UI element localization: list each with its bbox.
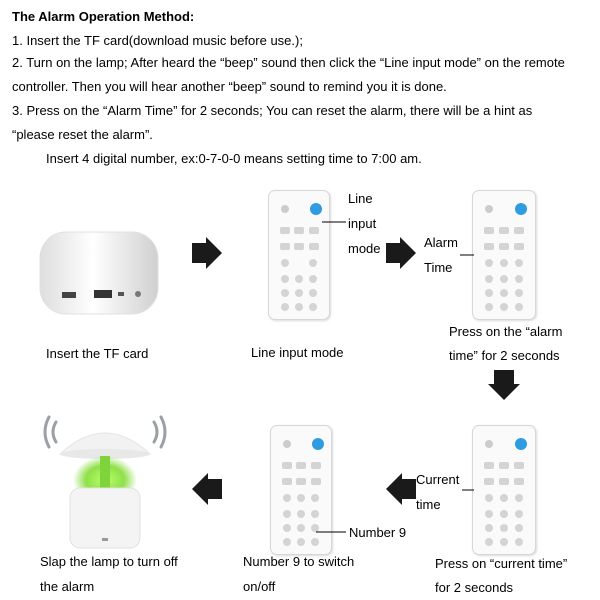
callout-number9: Number 9	[349, 525, 407, 540]
speaker-device-image	[36, 230, 162, 320]
caption-insert-tf: Insert the TF card	[46, 346, 149, 361]
remote-control-2	[472, 190, 536, 320]
heading: The Alarm Operation Method:	[12, 9, 195, 24]
callout-alarm: Alarm	[424, 235, 458, 250]
callout-line: Line	[348, 191, 373, 206]
arrow-right-icon	[192, 237, 222, 269]
caption-current-1: Press on “current time”	[435, 556, 568, 571]
step-2-cont: controller. Then you will hear another “beep” sound to remind you it is done.	[12, 79, 447, 94]
remote-control-3	[270, 425, 332, 555]
step-3-cont: “please reset the alarm”.	[12, 127, 153, 142]
step-2: 2. Turn on the lamp; After heard the “beep” sound then click the “Line input mode” on the remote	[12, 55, 565, 70]
lamp-image	[42, 408, 172, 554]
caption-slap-2: the alarm	[40, 579, 95, 594]
arrow-down-icon	[488, 370, 520, 400]
arrow-left-icon	[386, 473, 416, 505]
callout-current: Current	[416, 472, 460, 487]
callout-current-time: time	[416, 497, 441, 512]
remote-control-1	[268, 190, 330, 320]
arrow-right-icon	[386, 237, 416, 269]
step-3: 3. Press on the “Alarm Time” for 2 seconds; You can reset the alarm, there will be a hint as	[12, 103, 533, 118]
callout-mode: mode	[348, 241, 381, 256]
callout-time: Time	[424, 260, 453, 275]
callout-input: input	[348, 216, 377, 231]
caption-line-input: Line input mode	[251, 345, 344, 360]
note-text: Insert 4 digital number, ex:0-7-0-0 means setting time to 7:00 am.	[46, 151, 422, 166]
caption-number9-2: on/off	[243, 579, 276, 594]
caption-slap-1: Slap the lamp to turn off	[40, 554, 178, 569]
caption-press-alarm-2: time” for 2 seconds	[449, 348, 560, 363]
caption-number9-1: Number 9 to switch	[243, 554, 355, 569]
remote-control-4	[472, 425, 536, 555]
arrow-left-icon	[192, 473, 222, 505]
caption-press-alarm-1: Press on the “alarm	[449, 324, 563, 339]
step-1: 1. Insert the TF card(download music before use.);	[12, 33, 303, 48]
caption-current-2: for 2 seconds	[435, 580, 514, 595]
